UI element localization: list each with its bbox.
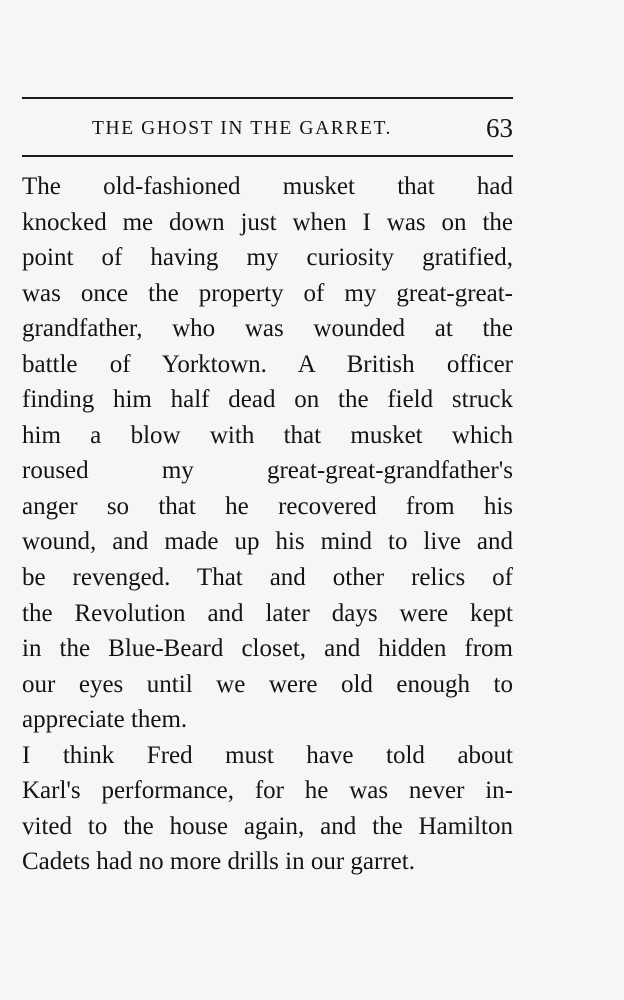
text-line: in the Blue-Beard closet, and hidden from (22, 635, 513, 663)
text-line: point of having my curiosity gratified, (22, 244, 513, 272)
text-line: I think Fred must have told about (22, 741, 513, 769)
text-line: The old-fashioned musket that had (22, 173, 513, 200)
text-line: roused my great-great-grandfather's (22, 457, 513, 485)
text-line: our eyes until we were old enough to (22, 670, 513, 698)
header-rule-top (22, 97, 513, 99)
text-line: grandfather, who was wounded at the (22, 315, 513, 343)
text-line: anger so that he recovered from his (22, 492, 513, 520)
paragraph-2 (22, 738, 513, 880)
text-line: him a blow with that musket which (22, 421, 513, 449)
text-line: was once the property of my great-great- (22, 279, 513, 307)
text-line: battle of Yorktown. A British officer (22, 350, 513, 378)
paragraph-1 (22, 169, 513, 738)
text-line: finding him half dead on the field struck (22, 386, 513, 414)
page-number: 63 (486, 113, 513, 143)
body-text (22, 169, 513, 880)
running-head (22, 113, 513, 148)
header-rule-bottom (22, 155, 513, 157)
text-line: Cadets had no more drills in our garret. (22, 848, 415, 876)
text-line: appreciate them. (22, 706, 188, 734)
text-line: vited to the house again, and the Hamilton (22, 812, 513, 840)
text-line: be revenged. That and other relics of (22, 564, 513, 592)
running-head-title: THE GHOST IN THE GARRET. (92, 118, 393, 139)
text-line: the Revolution and later days were kept (22, 599, 513, 627)
text-line: Karl's performance, for he was never in- (22, 777, 513, 805)
text-line: knocked me down just when I was on the (22, 208, 513, 236)
text-line: wound, and made up his mind to live and (22, 528, 513, 556)
